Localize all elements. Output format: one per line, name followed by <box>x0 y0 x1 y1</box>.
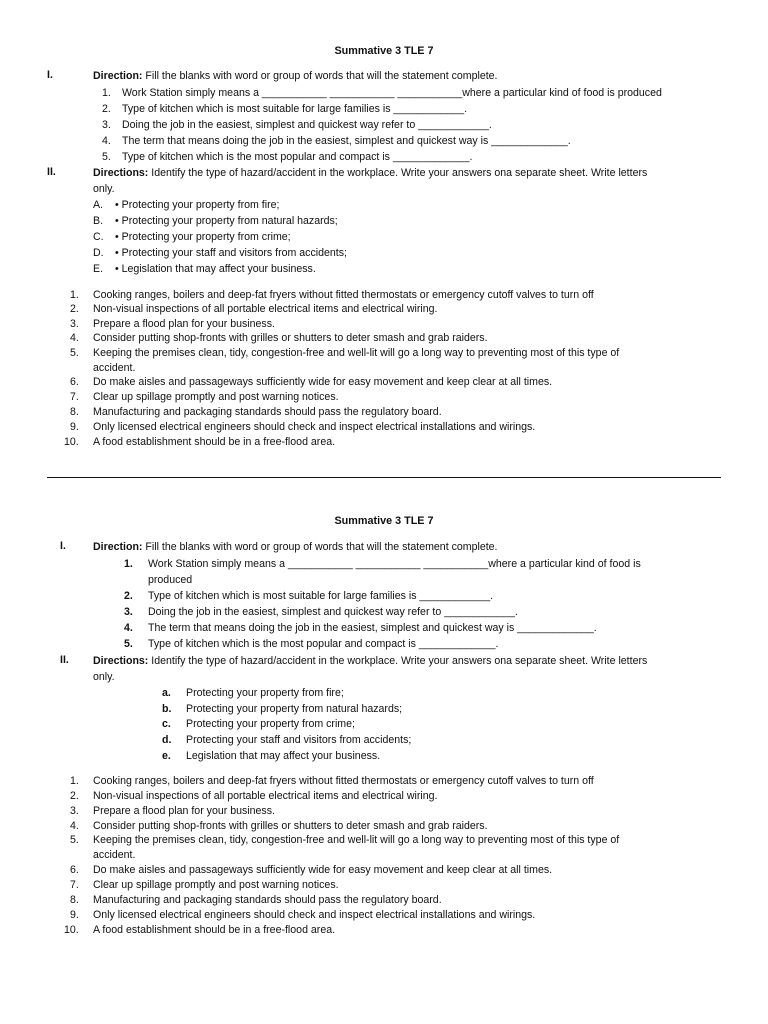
direction-label: Directions: <box>93 167 149 179</box>
fill-item <box>124 557 721 571</box>
item-number: 9. <box>70 909 79 921</box>
section2-part2-roman: II. <box>60 654 69 666</box>
item-text: Doing the job in the easiest, simplest and quickest way refer to ____________. <box>122 119 492 131</box>
hazard-item <box>70 420 535 434</box>
item-number: 5. <box>124 638 133 650</box>
item-text: Manufacturing and packaging standards should pass the regulatory board. <box>93 894 442 906</box>
item-number: 4. <box>124 622 133 634</box>
item-number: 2. <box>124 590 133 602</box>
choice-text: Legislation that may affect your business. <box>186 750 381 762</box>
fill-item <box>124 621 597 635</box>
item-number: 5. <box>70 834 79 846</box>
item-number: 8. <box>70 894 79 906</box>
hazard-item <box>70 908 535 922</box>
hazard-item-continued: accident. <box>93 849 136 861</box>
hazard-item <box>70 804 275 818</box>
choice-text: • Protecting your property from natural hazards; <box>115 215 338 227</box>
choice-item <box>162 702 402 716</box>
choice-item <box>162 717 355 731</box>
section1-part1-direction <box>93 69 498 83</box>
hazard-item <box>64 435 335 449</box>
direction-text: Identify the type of hazard/accident in the workplace. Write your answers ona separate sheet. Write letters <box>148 167 648 179</box>
item-text: Keeping the premises clean, tidy, congestion-free and well-lit will go a long way to preventing most of this type of <box>93 834 620 846</box>
choice-text: Protecting your staff and visitors from accidents; <box>186 734 412 746</box>
item-number: 9. <box>70 421 79 433</box>
hazard-item-continued: accident. <box>93 362 136 374</box>
choice-letter: C. <box>93 231 104 243</box>
choice-item <box>162 686 344 700</box>
item-number: 1. <box>124 558 133 570</box>
choice-letter: D. <box>93 247 104 259</box>
choice-item <box>93 230 291 244</box>
item-text: The term that means doing the job in the easiest, simplest and quickest way is _____________. <box>122 135 571 147</box>
direction-label: Directions: <box>93 655 149 667</box>
fill-item <box>102 134 571 148</box>
item-text: Do make aisles and passageways sufficiently wide for easy movement and keep clear at all times. <box>93 864 553 876</box>
choice-text: Protecting your property from natural hazards; <box>186 703 403 715</box>
hazard-item <box>70 317 275 331</box>
hazard-item <box>70 789 437 803</box>
item-number: 5. <box>102 151 111 163</box>
section2-part1-direction <box>93 540 498 554</box>
item-text: Manufacturing and packaging standards should pass the regulatory board. <box>93 406 442 418</box>
item-text: The term that means doing the job in the easiest, simplest and quickest way is _____________. <box>148 622 597 634</box>
item-number: 4. <box>70 820 79 832</box>
item-text: Type of kitchen which is most suitable for large families is ____________. <box>122 103 468 115</box>
hazard-item <box>70 863 552 877</box>
choice-item <box>93 262 316 276</box>
item-text: Non-visual inspections of all portable electrical items and electrical wiring. <box>93 303 438 315</box>
item-number: 3. <box>124 606 133 618</box>
choice-letter: c. <box>162 718 171 730</box>
item-text: Cooking ranges, boilers and deep-fat fryers without fitted thermostats or emergency cutoff valves to turn off <box>93 289 594 301</box>
choice-letter: B. <box>93 215 104 227</box>
choice-item <box>162 733 411 747</box>
item-text: Clear up spillage promptly and post warning notices. <box>93 879 339 891</box>
hazard-item <box>70 833 619 847</box>
section2-title: Summative 3 TLE 7 <box>334 515 434 527</box>
item-number: 2. <box>70 303 79 315</box>
item-text: Clear up spillage promptly and post warning notices. <box>93 391 339 403</box>
direction-label: Direction: <box>93 541 143 553</box>
item-number: 6. <box>70 376 79 388</box>
fill-item <box>124 605 518 619</box>
item-number: 7. <box>70 879 79 891</box>
item-number: 10. <box>64 924 79 936</box>
item-number: 8. <box>70 406 79 418</box>
direction-label: Direction: <box>93 70 143 82</box>
direction-text: Fill the blanks with word or group of words that will the statement complete. <box>142 541 498 553</box>
section1-title: Summative 3 TLE 7 <box>334 45 434 57</box>
item-text: Consider putting shop-fronts with grilles or shutters to deter smash and grab raiders. <box>93 332 488 344</box>
item-text: Non-visual inspections of all portable electrical items and electrical wiring. <box>93 790 438 802</box>
item-number: 3. <box>70 805 79 817</box>
choice-item <box>162 749 380 763</box>
hazard-item <box>70 878 339 892</box>
item-number: 3. <box>70 318 79 330</box>
item-number: 2. <box>70 790 79 802</box>
item-number: 10. <box>64 436 79 448</box>
item-number: 1. <box>102 87 111 99</box>
item-text: Prepare a flood plan for your business. <box>93 318 275 330</box>
choice-text: • Protecting your property from fire; <box>115 199 280 211</box>
fill-item <box>102 102 467 116</box>
hazard-item <box>70 390 339 404</box>
choice-item <box>93 198 279 212</box>
direction-text: Identify the type of hazard/accident in the workplace. Write your answers ona separate sheet. Write letters <box>148 655 648 667</box>
fill-item <box>102 86 662 100</box>
choice-text: • Protecting your property from crime; <box>115 231 291 243</box>
item-text: Do make aisles and passageways sufficiently wide for easy movement and keep clear at all times. <box>93 376 553 388</box>
choice-text: • Protecting your staff and visitors from accidents; <box>115 247 347 259</box>
fill-item-continued: produced <box>148 574 193 586</box>
choice-text: • Legislation that may affect your business. <box>115 263 316 275</box>
choice-letter: a. <box>162 687 171 699</box>
choice-text: Protecting your property from crime; <box>186 718 355 730</box>
item-text: Doing the job in the easiest, simplest and quickest way refer to ____________. <box>148 606 518 618</box>
section2-part2-direction <box>93 654 647 668</box>
choice-letter: e. <box>162 750 171 762</box>
hazard-item <box>70 346 619 360</box>
direction-text: Fill the blanks with word or group of words that will the statement complete. <box>142 70 498 82</box>
item-number: 4. <box>70 332 79 344</box>
hazard-item <box>70 893 442 907</box>
hazard-item <box>70 375 552 389</box>
direction-text-continued: only. <box>93 671 115 683</box>
item-text: Keeping the premises clean, tidy, congestion-free and well-lit will go a long way to preventing most of this type of <box>93 347 620 359</box>
hazard-item <box>70 288 594 302</box>
fill-item <box>124 637 498 651</box>
item-text: Type of kitchen which is the most popular and compact is _____________. <box>122 151 473 163</box>
item-text: A food establishment should be in a free-flood area. <box>93 436 336 448</box>
section-divider <box>47 477 721 478</box>
hazard-item <box>70 819 488 833</box>
item-number: 2. <box>102 103 111 115</box>
item-text: Work Station simply means a ___________ ___________ ___________where a particular kind of food is produced <box>122 87 662 99</box>
choice-item <box>93 214 338 228</box>
item-text: Cooking ranges, boilers and deep-fat fryers without fitted thermostats or emergency cutoff valves to turn off <box>93 775 594 787</box>
hazard-item <box>70 774 594 788</box>
hazard-item <box>70 331 488 345</box>
item-text: Type of kitchen which is the most popular and compact is _____________. <box>148 638 499 650</box>
item-text: Type of kitchen which is most suitable for large families is ____________. <box>148 590 494 602</box>
item-number: 5. <box>70 347 79 359</box>
item-text: A food establishment should be in a free-flood area. <box>93 924 336 936</box>
hazard-item <box>70 302 437 316</box>
section1-part1-roman: I. <box>47 69 53 81</box>
item-number: 6. <box>70 864 79 876</box>
choice-text: Protecting your property from fire; <box>186 687 344 699</box>
choice-letter: b. <box>162 703 172 715</box>
section2-part1-roman: I. <box>60 540 66 552</box>
item-number: 3. <box>102 119 111 131</box>
direction-text-continued: only. <box>93 183 115 195</box>
item-text: Consider putting shop-fronts with grilles or shutters to deter smash and grab raiders. <box>93 820 488 832</box>
choice-letter: d. <box>162 734 172 746</box>
fill-item <box>102 150 472 164</box>
section1-part2-roman: II. <box>47 166 56 178</box>
choice-letter: A. <box>93 199 104 211</box>
item-number: 4. <box>102 135 111 147</box>
choice-item <box>93 246 347 260</box>
section1-part2-direction <box>93 166 647 180</box>
item-text: Prepare a flood plan for your business. <box>93 805 275 817</box>
choice-letter: E. <box>93 263 104 275</box>
item-number: 1. <box>70 289 79 301</box>
fill-item <box>102 118 492 132</box>
item-text: Only licensed electrical engineers should check and inspect electrical installations and wirings. <box>93 421 536 433</box>
hazard-item <box>64 923 335 937</box>
fill-item <box>124 589 493 603</box>
item-number: 7. <box>70 391 79 403</box>
item-number: 1. <box>70 775 79 787</box>
item-text: Work Station simply means a ___________ ___________ ___________where a particular kind of food is <box>148 558 641 570</box>
hazard-item <box>70 405 442 419</box>
item-text: Only licensed electrical engineers should check and inspect electrical installations and wirings. <box>93 909 536 921</box>
